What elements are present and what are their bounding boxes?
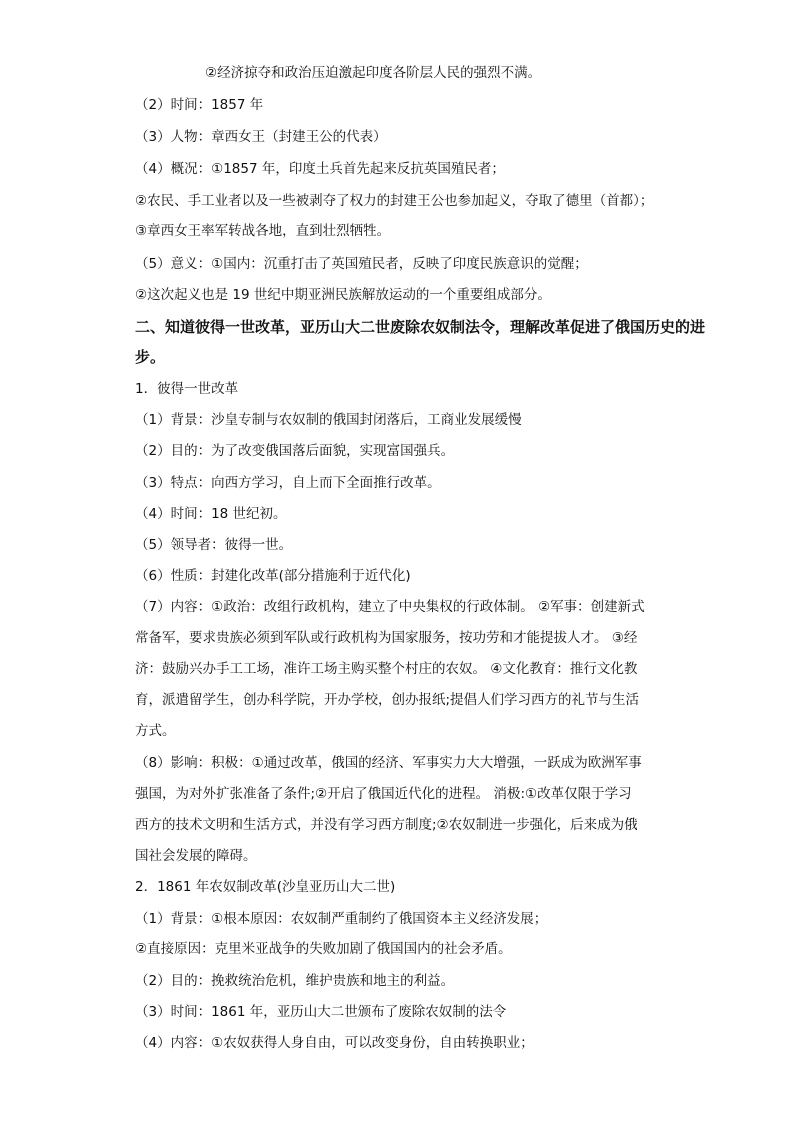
text-line: 育，派遣留学生，创办科学院，开办学校，创办报纸;提倡人们学习西方的礼节与生活: [135, 692, 640, 708]
text-line: 常备军，要求贵族必须到军队或行政机构为国家服务，按功劳和才能提拔人才。 ③经: [135, 630, 638, 646]
text-line: （1）背景：①根本原因：农奴制严重制约了俄国资本主义经济发展；: [135, 911, 548, 927]
text-line: （5）意义：①国内：沉重打击了英国殖民者，反映了印度民族意识的觉醒；: [135, 256, 588, 272]
text-line: （5）领导者：彼得一世。: [135, 537, 293, 553]
text-line: 济：鼓励兴办手工工场，准许工场主购买整个村庄的农奴。 ④文化教育：推行文化教: [135, 661, 638, 677]
text-line: ②这次起义也是 19 世纪中期亚洲民族解放运动的一个重要组成部分。: [135, 287, 551, 303]
section-heading-continued: 步。: [135, 348, 166, 366]
text-line: （3）特点：向西方学习，自上而下全面推行改革。: [135, 475, 441, 491]
text-line: （4）内容：①农奴获得人身自由，可以改变身份，自由转换职业；: [135, 1035, 534, 1051]
subsection-title: 1．彼得一世改革: [135, 381, 239, 397]
text-line: （2）时间：1857 年: [135, 97, 264, 113]
text-line: （2）目的：为了改变俄国落后面貌，实现富国强兵。: [135, 443, 455, 459]
text-line: ②直接原因：克里米亚战争的失败加剧了俄国国内的社会矛盾。: [135, 941, 512, 957]
text-line: ②经济掠夺和政治压迫激起印度各阶层人民的强烈不满。: [205, 65, 542, 81]
text-line: （6）性质：封建化改革(部分措施利于近代化): [135, 568, 411, 584]
text-line: ②农民、手工业者以及一些被剥夺了权力的封建王公也参加起义，夺取了德里（首都）；: [135, 193, 654, 209]
section-heading: 二、知道彼得一世改革，亚历山大二世废除农奴制法令，理解改革促进了俄国历史的进: [135, 318, 706, 336]
text-line: （3）时间：1861 年，亚历山大二世颁布了废除农奴制的法令: [135, 1004, 507, 1020]
text-line: （4）时间：18 世纪初。: [135, 506, 287, 522]
text-line: 西方的技术文明和生活方式，并没有学习西方制度;②农奴制进一步强化，后来成为俄: [135, 817, 638, 833]
text-line: （4）概况：①1857 年，印度土兵首先起来反抗英国殖民者；: [135, 161, 505, 177]
text-line: 方式。: [135, 723, 176, 739]
text-line: （1）背景：沙皇专制与农奴制的俄国封闭落后，工商业发展缓慢: [135, 412, 522, 428]
text-line: （7）内容：①政治：改组行政机构，建立了中央集权的行政体制。 ②军事：创建新式: [135, 599, 645, 615]
text-line: ③章西女王率军转战各地，直到壮烈牺牲。: [135, 223, 391, 239]
text-line: （8）影响：积极：①通过改革，俄国的经济、军事实力大大增强，一跃成为欧洲军事: [135, 755, 642, 771]
subsection-title: 2．1861 年农奴制改革(沙皇亚历山大二世): [135, 879, 396, 895]
text-line: 国社会发展的障碍。: [135, 848, 257, 864]
text-line: （2）目的：挽救统治危机，维护贵族和地主的利益。: [135, 973, 455, 989]
text-line: （3）人物：章西女王（封建王公的代表）: [135, 129, 387, 145]
text-line: 强国，为对外扩张准备了条件;②开启了俄国近代化的进程。 消极:①改革仅限于学习: [135, 786, 632, 802]
